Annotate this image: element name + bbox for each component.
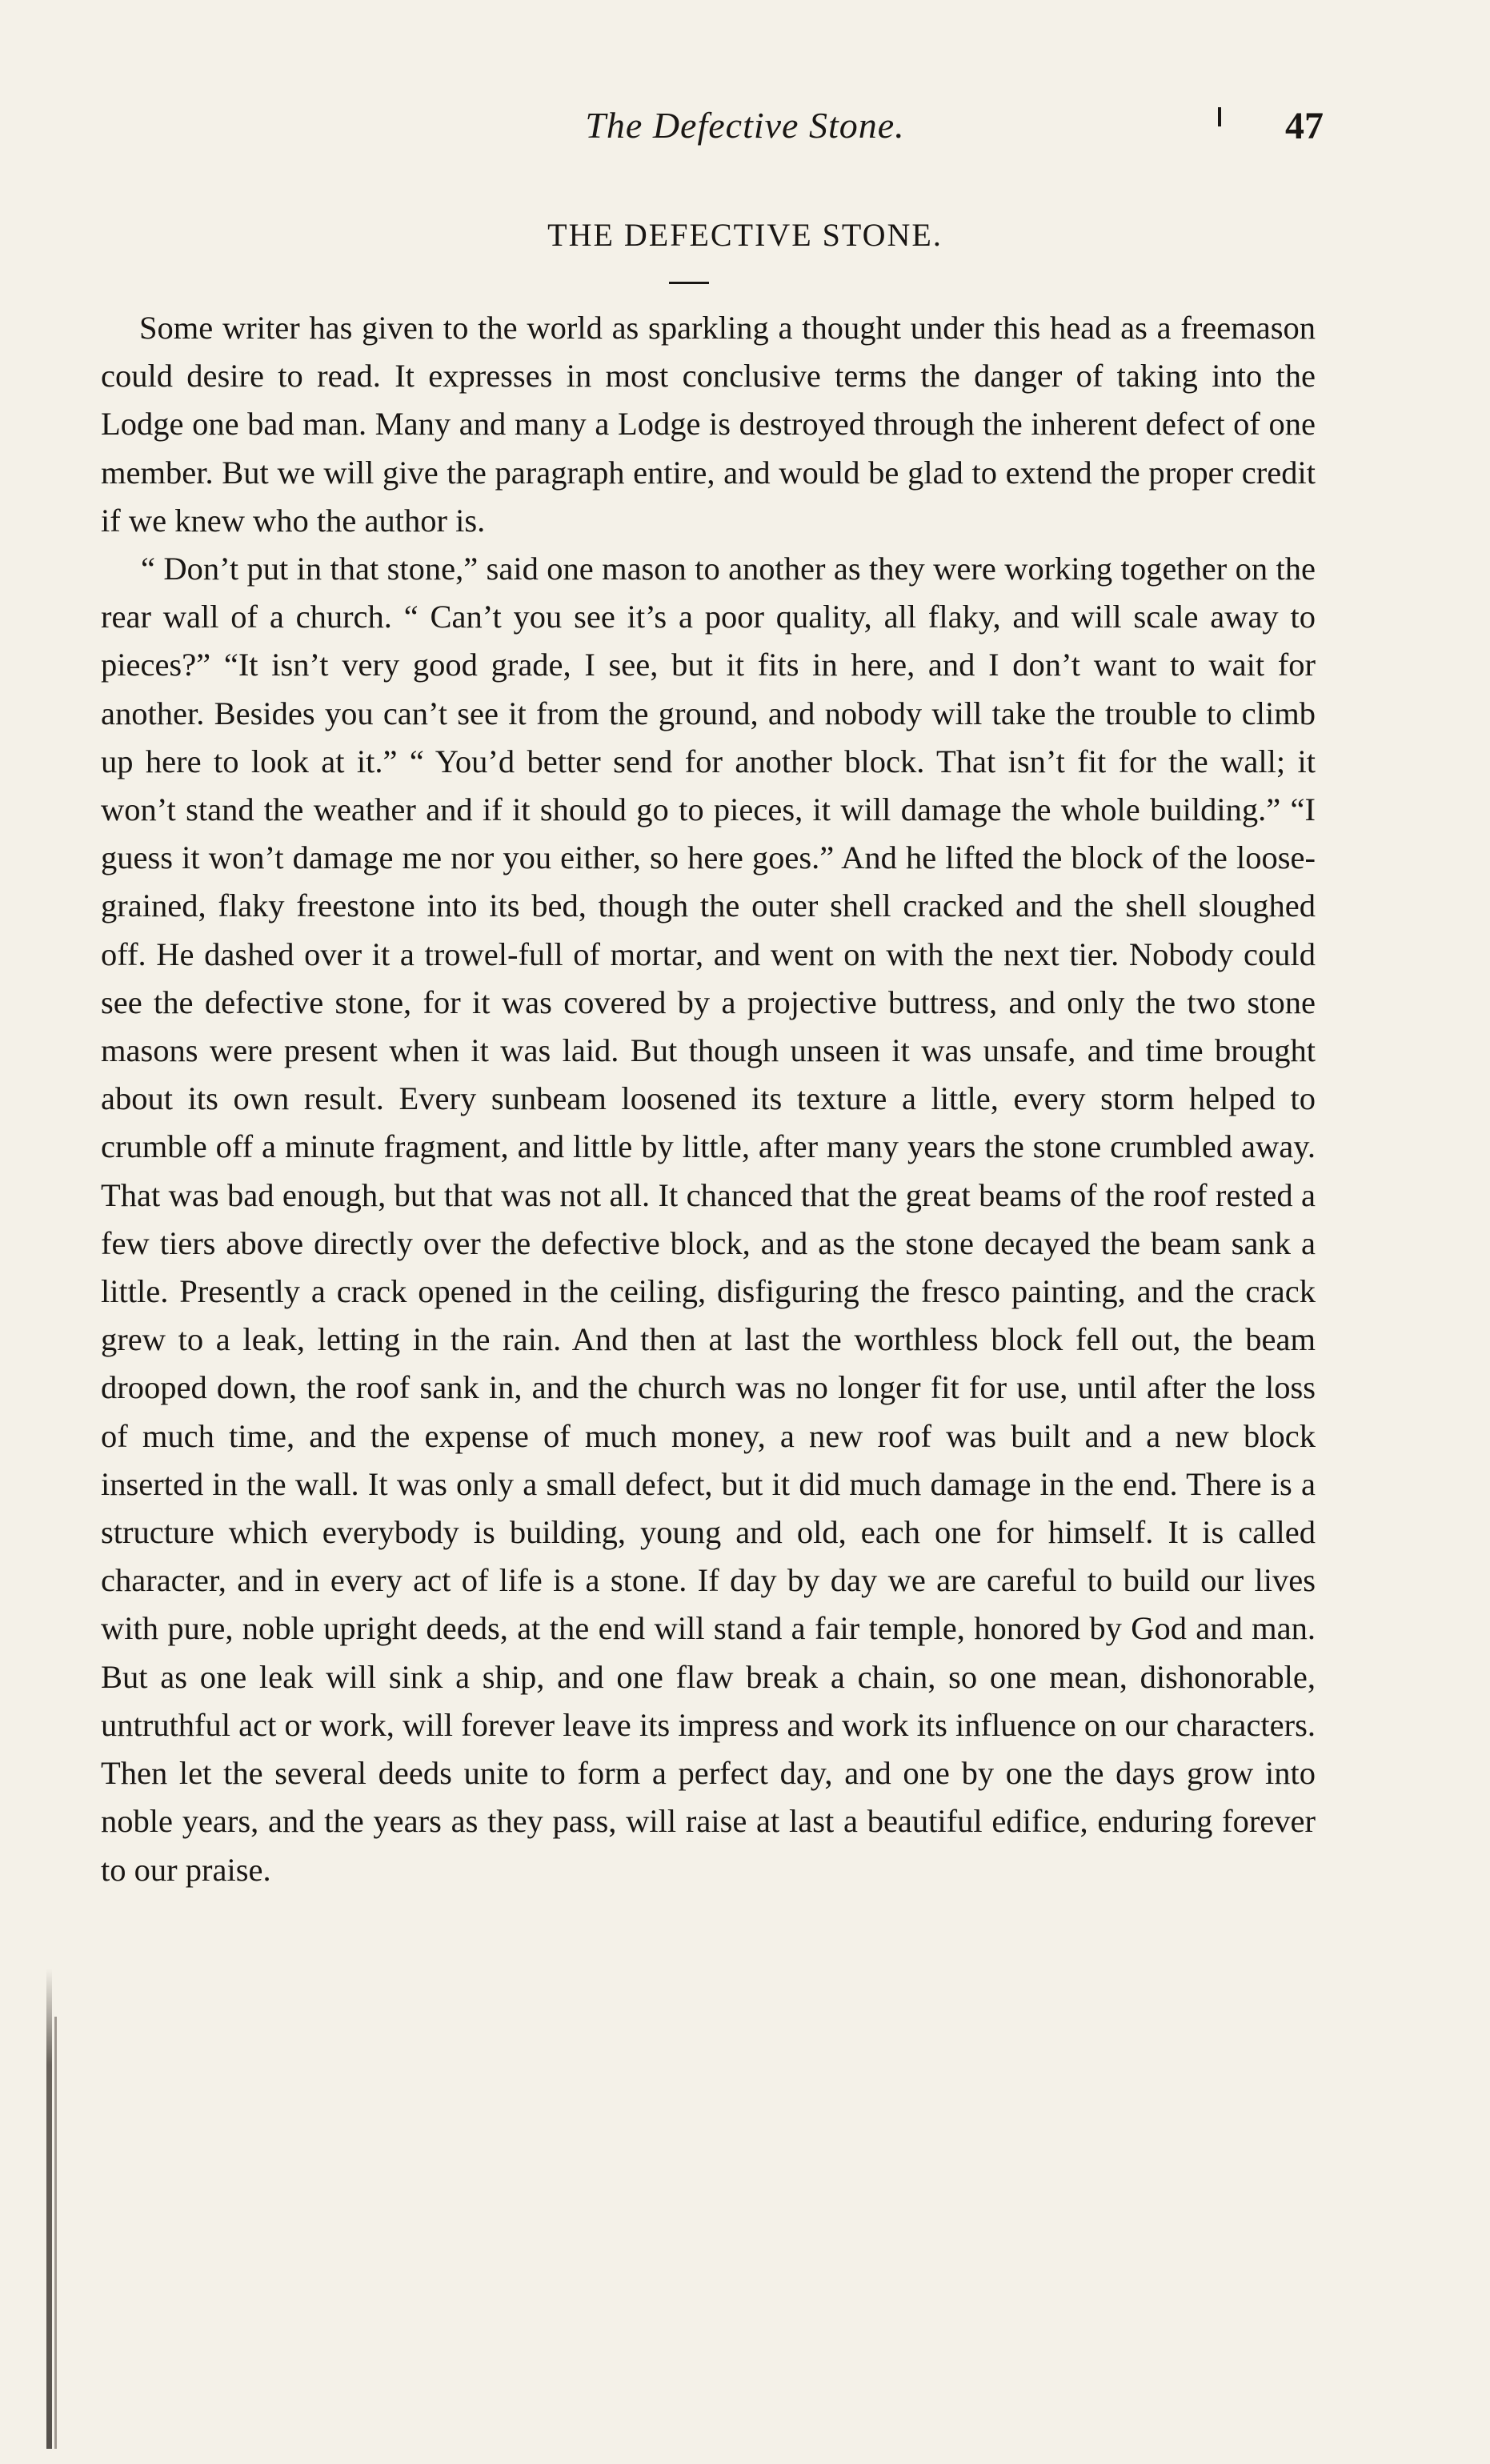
running-head — [0, 104, 1490, 160]
article-heading: THE DEFECTIVE STONE. — [547, 217, 943, 253]
binding-shadow — [46, 1969, 52, 2449]
running-title: The Defective Stone. — [585, 105, 905, 146]
heading-rule — [669, 282, 709, 284]
paragraph-intro: Some writer has given to the world as sparkling a thought under this head as a freemason could desire to read. It expresses in most conclusive terms the danger of taking into the Lodge one bad man. Many and many a Lodge is destroyed through the inherent defect of one member. But we will give the paragraph entire, and would be glad to extend the proper credit if we knew who the author is. — [101, 310, 1316, 539]
page-number: 47 — [1285, 105, 1324, 147]
margin-tick-mark — [1218, 107, 1221, 126]
paragraph-story: “ Don’t put in that stone,” said one mason to another as they were working together on the rear wall of a church. “ Can’t you see it’s a poor quality, all flaky, and will scale away to pieces?” “It isn’t very good grade, I see, but it fits in here, and I don’t want to wait for another. Besides you can’t see it from the ground, and nobody will take the trouble to climb up here to look at it.” “ You’d better send for another block. That isn’t fit for the wall; it won’t stand the weather and if it should go to pieces, it will damage the whole building.” “I guess it won’t damage me nor you either, so here goes.” And he lifted the block of the loose-grained, flaky freestone into its bed, though the outer shell cracked and the shell sloughed off. He dashed over it a trowel-full of mortar, and went on with the next tier. Nobody could see the defective stone, for it was covered by a projective buttress, and only the two stone masons were present when it was laid. But though unseen it was unsafe, and time brought about its own result. Every sunbeam loosened its texture a little, every storm helped to crumble off a minute fragment, and little by little, after many years the stone crumbled away. That was bad enough, but that was not all. It chanced that the great beams of the roof rested a few tiers above directly over the defective block, and as the stone decayed the beam sank a little. Presently a crack opened in the ceiling, disfiguring the fresco painting, and the crack grew to a leak, letting in the rain. And then at last the worthless block fell out, the beam drooped down, the roof sank in, and the church was no longer fit for use, until after the loss of much time, and the expense of much money, a new roof was built and a new block inserted in the wall. It was only a small defect, but it did much damage in the end. There is a structure which everybody is building, young and old, each one for himself. It is called character, and in every act of life is a stone. If day by day we are careful to build our lives with pure, noble upright deeds, at the end will stand a fair temple, honored by God and man. But as one leak will sink a ship, and one flaw break a chain, so one mean, dishonorable, untruthful act or work, will forever leave its impress and work its influence on our characters. Then let the several deeds unite to form a perfect day, and one by one the days grow into noble years, and the years as they pass, will raise at last a beautiful edifice, enduring forever to our praise. — [101, 551, 1316, 1888]
article-body — [101, 304, 1316, 1894]
binding-shadow-inner — [54, 2017, 57, 2449]
